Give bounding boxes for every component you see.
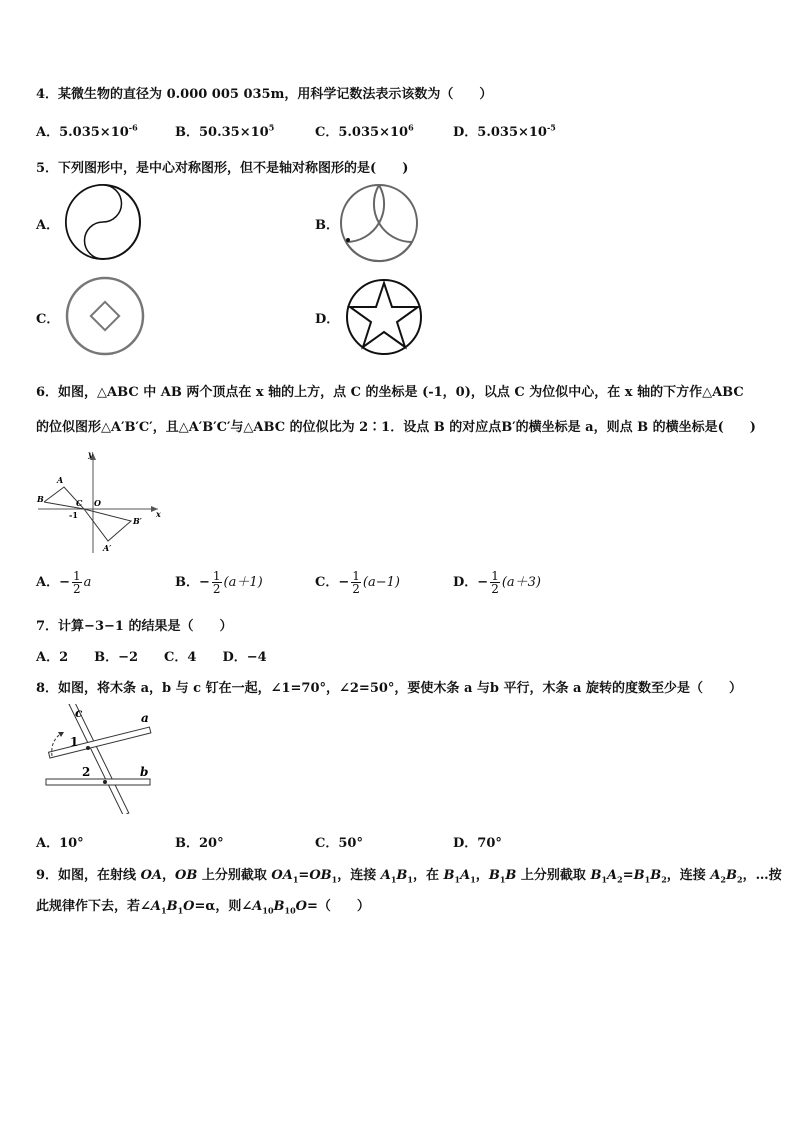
option-value: 10° — [59, 836, 84, 851]
q6-option-b[interactable] — [175, 570, 263, 595]
text: 此规律作下去，若∠ — [36, 899, 151, 914]
option-sign: − — [199, 575, 210, 590]
q4-option-d[interactable] — [453, 121, 556, 140]
option-label: B． — [175, 836, 199, 851]
option-sign: − — [338, 575, 350, 590]
fig-label-C: C — [76, 498, 83, 508]
fraction-denominator: 2 — [73, 582, 81, 596]
q4-option-a[interactable] — [36, 121, 138, 140]
fig-label-B: B — [37, 494, 44, 504]
option-label: C． — [315, 575, 339, 590]
option-value: 50.35×10 — [199, 125, 269, 140]
text: ，连接 — [337, 868, 377, 883]
option-value: 50° — [338, 836, 363, 851]
option-value: 5.035×10 — [477, 125, 547, 140]
fig-label-angle2: 2 — [82, 765, 91, 779]
fig-label-A-prime: A′ — [103, 543, 112, 553]
q4-option-b[interactable] — [175, 121, 274, 140]
q5-stem: 5．下列图形中，是中心对称图形，但不是轴对称图形的是( ) — [36, 161, 409, 176]
fraction-numerator: 1 — [352, 569, 360, 583]
fraction-denominator: 2 — [212, 582, 221, 596]
fig-label-x: x — [156, 509, 161, 519]
fig-label-a: a — [141, 711, 149, 725]
q5-option-c-label[interactable]: C． — [36, 312, 60, 327]
q4-stem: 4．某微生物的直径为 0.000 005 035m，用科学记数法表示该数为（ ） — [36, 87, 493, 102]
fraction — [490, 570, 500, 595]
q8-option-b[interactable] — [175, 832, 224, 851]
q7-stem: 7．计算−3−1 的结果是（ ） — [36, 619, 233, 634]
option-label: A． — [36, 836, 60, 851]
option-label: A． — [36, 125, 60, 140]
option-value: 5.035×10 — [338, 125, 409, 140]
text: ，…按 — [742, 868, 782, 883]
fig-label-A: A — [57, 475, 64, 485]
option-label: C． — [315, 125, 339, 140]
option-expression: (a−1) — [362, 575, 400, 590]
figure-star-icon[interactable] — [344, 277, 424, 357]
q8-option-d[interactable] — [453, 832, 502, 851]
q8-option-c[interactable] — [315, 832, 363, 851]
fraction — [212, 570, 222, 595]
text: =（ ） — [306, 899, 370, 914]
option-exponent: -5 — [546, 122, 556, 133]
option-label: D． — [453, 575, 478, 590]
fig-label-B-prime: B′ — [133, 516, 142, 526]
option-exponent: 6 — [408, 122, 414, 133]
q5-option-a-label[interactable]: A． — [36, 218, 60, 233]
fraction-numerator: 1 — [212, 569, 221, 583]
option-sign: − — [477, 575, 489, 590]
option-label: D． — [453, 125, 478, 140]
text: ，在 — [413, 868, 440, 883]
q7-options[interactable]: A．2 B．−2 C．4 D．−4 — [36, 650, 267, 665]
q6-option-a[interactable] — [36, 570, 91, 595]
q8-stem: 8．如图，将木条 a，b 与 c 钉在一起，∠1=70°，∠2=50°，要使木条 a 与b 平行，木条 a 旋转的度数至少是（ ） — [36, 681, 742, 696]
option-label: B． — [175, 575, 199, 590]
q9-stem-line2: 此规律作下去，若$\angle A_1B_1O=\alpha$，则$\angle A_{10}B_{10}O=$（ ） — [36, 899, 370, 916]
fraction-numerator: 1 — [73, 569, 81, 583]
fraction-denominator: 2 — [491, 582, 499, 596]
option-expression: a — [83, 575, 92, 590]
fig-label-O: O — [94, 498, 101, 508]
q5-option-d-label[interactable]: D． — [315, 312, 340, 327]
text: 上分别截取 — [520, 868, 586, 883]
q6-option-c[interactable] — [315, 570, 400, 595]
option-exponent: 5 — [268, 122, 275, 133]
option-sign: − — [59, 575, 70, 590]
option-label: C． — [315, 836, 339, 851]
fraction — [72, 570, 82, 595]
q6-option-d[interactable] — [453, 570, 541, 595]
q6-stem-line2: 的位似图形△A′B′C′，且△A′B′C′与△ABC 的位似比为 2∶1．设点 B 的对应点B′的横坐标是 a，则点 B 的横坐标是( ) — [36, 420, 756, 435]
q6-coordinate-figure — [36, 445, 166, 557]
fraction — [351, 570, 361, 595]
fig-label-minus1: -1 — [69, 510, 78, 520]
q8-option-a[interactable] — [36, 832, 84, 851]
option-label: B． — [175, 125, 199, 140]
text: 上分别截取 — [201, 868, 267, 883]
fig-label-c: c — [75, 706, 83, 720]
fig-label-angle1: 1 — [70, 735, 79, 749]
fraction-denominator: 2 — [352, 582, 360, 596]
option-value: 70° — [477, 836, 502, 851]
q6-stem-line1: 6．如图，△ABC 中 AB 两个顶点在 x 轴的上方，点 C 的坐标是 (-1，0)，以点 C 为位似中心，在 x 轴的下方作△ABC — [36, 385, 744, 400]
text: =α，则∠ — [194, 899, 253, 914]
option-exponent: -6 — [128, 122, 138, 133]
fraction-numerator: 1 — [491, 569, 499, 583]
figure-triple-arc-icon[interactable] — [336, 180, 422, 266]
option-value: 5.035×10 — [59, 125, 129, 140]
text: ，连接 — [666, 868, 706, 883]
q9-stem-line1: 9．如图，在射线 OA，OB 上分别截取 $OA_1=OB_1$，连接 $A_1B_1$，在 $B_1A_1$，$B_1B$ 上分别截取 $B_1A_2=B_1B_2$，连接 $A_2B_2$，…按 — [36, 868, 782, 885]
option-label: A． — [36, 575, 60, 590]
option-value: 20° — [199, 836, 224, 851]
figure-yin-yang-icon[interactable] — [63, 182, 143, 262]
figure-coin-icon[interactable] — [64, 275, 146, 357]
option-expression: (a＋1) — [223, 575, 263, 590]
q8-wooden-strips-figure — [38, 704, 158, 814]
text: 9．如图，在射线 — [36, 868, 137, 883]
option-expression: (a＋3) — [501, 575, 541, 590]
q5-option-b-label[interactable]: B． — [315, 218, 339, 233]
fig-label-y: y — [88, 449, 93, 459]
fig-label-b: b — [140, 765, 149, 779]
q4-option-c[interactable] — [315, 121, 414, 140]
option-label: D． — [453, 836, 478, 851]
